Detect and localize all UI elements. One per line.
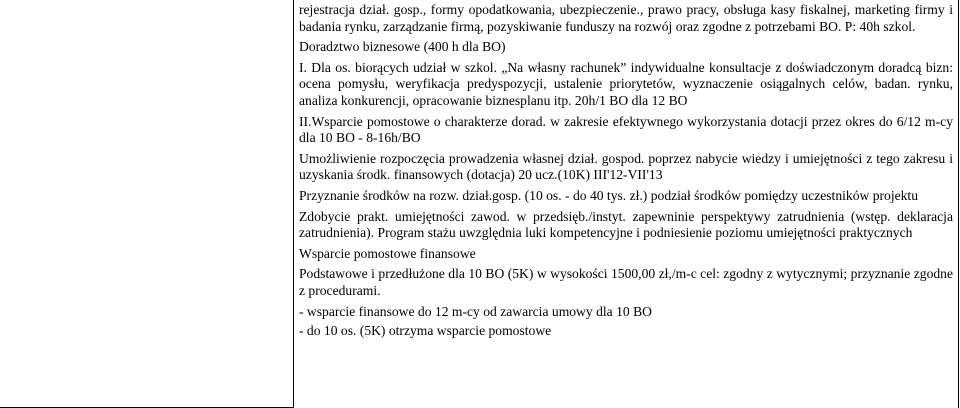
paragraph-training-scope: rejestracja dział. gosp., formy opodatkowania, ubezpieczenie., prawo pracy, obsługa kasy fiskalnej, marketing firmy i badania rynku, zarządzanie firmą, pozyskiwanie funduszy na rozwój oraz zgodne z potrzebami BO. P: 40h szkol. — [299, 2, 953, 34]
paragraph-basic-extended-support: Podstawowe i przedłużone dla 10 BO (5K) w wysokości 1500,00 zł,/m-c cel: zgodny z wytycznymi; przyznanie zgodne z procedurami. — [299, 266, 953, 298]
column-border-right — [958, 0, 959, 408]
paragraph-funds-allocation: Przyznanie środków na rozw. dział.gosp. (10 os. - do 40 tys. zł.) podział środków pomiędzy uczestników projektu — [299, 187, 919, 203]
paragraph-internship: Zdobycie prakt. umiejętności zawod. w przedsięb./instyt. zapewninie perspektywy zatrudnienia (wstęp. deklaracja zatrudnienia). Program stażu uwzględnia luki kompetencyjne i podniesienie poziomu umiejętności praktycznych — [299, 208, 953, 241]
paragraph-bridging-support-advisory: II.Wsparcie pomostowe o charakterze dorad. w zakresie efektywnego wykorzystania dotacji przez okres do 6/12 m-cy dla 10 BO - 8-16h/BO — [299, 113, 953, 146]
paragraph-business-consulting-heading: Doradztwo biznesowe (400 h dla BO) — [299, 39, 506, 55]
table-cell-content — [299, 2, 953, 343]
paragraph-support-recipients: - do 10 os. (5K) otrzyma wsparcie pomostowe — [299, 323, 552, 339]
paragraph-business-startup: Umożliwienie rozpoczęcia prowadzenia własnej dział. gospod. poprzez nabycie wiedzy i umiejętności z tego zakresu i uzyskania środk. finansowych (dotacja) 20 ucz.(10K) III'12-VII'13 — [299, 150, 953, 183]
paragraph-individual-consulting: I. Dla os. biorących udział w szkol. „Na własny rachunek” indywidualne konsultacje z doświadczonym doradcą bizn: ocena pomysłu, weryfikacja predyspozycji, ustalenie priorytetów, wyznaczenie osiągalnych celów, badan. rynku, analiza konkurencji, opracowanie biznesplanu itp. 20h/1 BO dla 12 BO — [299, 59, 953, 108]
paragraph-financial-bridging-heading: Wsparcie pomostowe finansowe — [299, 245, 476, 261]
paragraph-support-duration: - wsparcie finansowe do 12 m-cy od zawarcia umowy dla 10 BO — [299, 303, 652, 319]
column-border-left — [293, 0, 294, 408]
